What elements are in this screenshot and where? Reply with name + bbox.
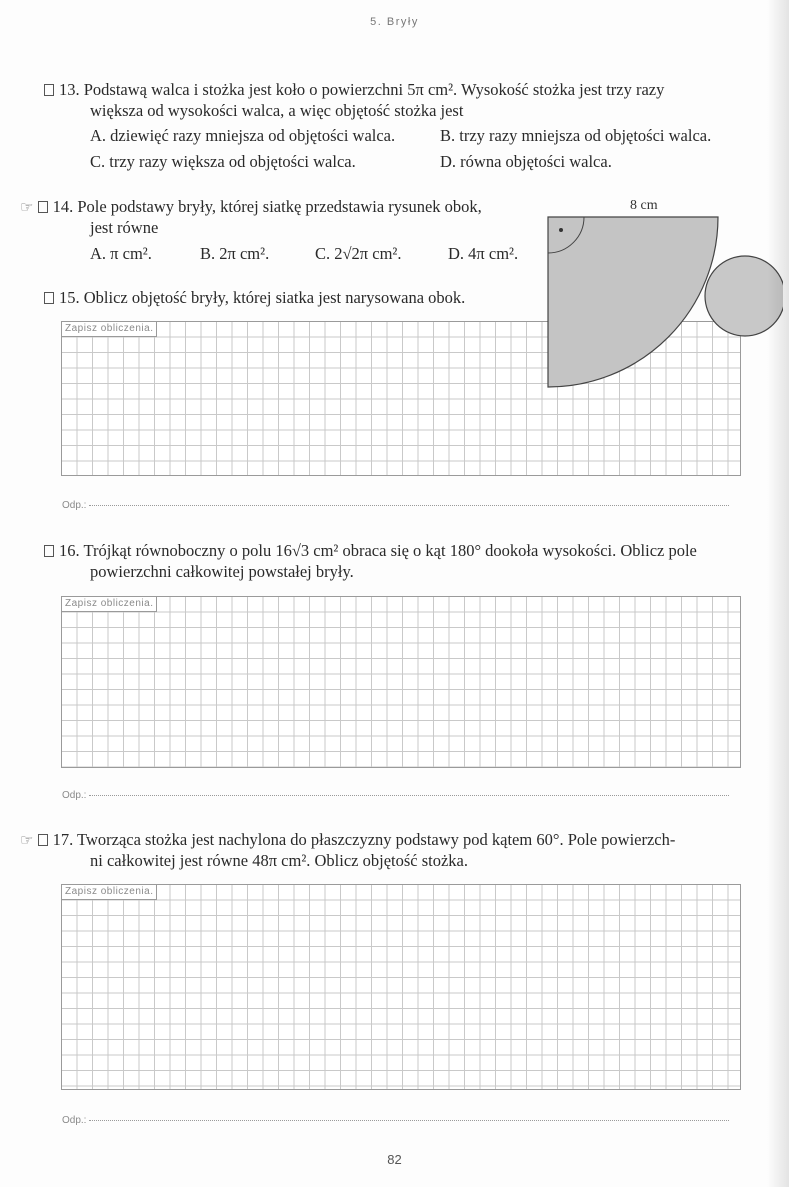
q17-line1 [20, 829, 675, 852]
q15-checkbox[interactable] [44, 292, 54, 304]
right-angle-dot [559, 228, 563, 232]
q17-number: 17. [52, 830, 74, 849]
page-number: 82 [387, 1152, 402, 1167]
q13-text-1: Podstawą walca i stożka jest koło o powierzchni 5π cm². Wysokość stożka jest trzy razy [83, 80, 665, 99]
q13-number: 13. [59, 80, 80, 99]
q17-checkbox[interactable] [38, 834, 48, 846]
grid-3-label: Zapisz obliczenia. [62, 885, 157, 900]
q14-option-b[interactable]: B. 2π cm². [200, 244, 270, 263]
net-figure [543, 193, 783, 393]
q16-answer-label: Odp.: [62, 790, 87, 801]
q17-answer-label: Odp.: [62, 1115, 87, 1126]
q16-text-1: Trójkąt równoboczny o polu 16√3 cm² obraca się o kąt 180° dookoła wysokości. Oblicz pole [83, 541, 697, 560]
q14-text-1: Pole podstawy bryły, której siatkę przedstawia rysunek obok, [77, 197, 482, 216]
q16-text-2: powierzchni całkowitej powstałej bryły. [90, 562, 354, 581]
q14-option-c[interactable]: C. 2√2π cm². [315, 244, 402, 263]
hand-pointer-icon: ☞ [20, 833, 34, 849]
q13-option-d[interactable]: D. równa objętości walca. [440, 152, 612, 171]
hand-pointer-icon: ☞ [20, 200, 34, 216]
q13-option-c[interactable]: C. trzy razy większa od objętości walca. [90, 152, 356, 171]
q15-answer-label: Odp.: [62, 500, 87, 511]
q13-line1 [44, 79, 664, 100]
q13-text-2: większa od wysokości walca, a więc objętość stożka jest [90, 101, 464, 120]
figure-dimension-label: 8 cm [630, 198, 658, 213]
q17-answer-dots [89, 1120, 729, 1121]
grid-2-label: Zapisz obliczenia. [62, 597, 157, 612]
page-header: 5. Bryły [370, 16, 419, 28]
q14-checkbox[interactable] [38, 201, 48, 213]
grid-1-label: Zapisz obliczenia. [62, 322, 157, 337]
q16-answer-line[interactable] [62, 790, 742, 801]
q15-answer-line[interactable] [62, 500, 742, 511]
q14-option-d[interactable]: D. 4π cm². [448, 244, 519, 263]
q16-checkbox[interactable] [44, 545, 54, 557]
calculation-grid-2[interactable] [61, 596, 741, 768]
q17-answer-line[interactable] [62, 1115, 742, 1126]
q16-answer-dots [89, 795, 729, 796]
q15-line [44, 287, 465, 308]
q14-line1 [20, 196, 482, 219]
calculation-grid-3[interactable] [61, 884, 741, 1090]
q14-text-2: jest równe [90, 218, 159, 237]
q15-text: Oblicz objętość bryły, której siatka jest narysowana obok. [83, 288, 466, 307]
q14-option-a[interactable]: A. π cm². [90, 244, 152, 263]
page-edge-shadow [767, 0, 789, 1187]
q16-line1 [44, 540, 697, 561]
q15-number: 15. [59, 288, 80, 307]
q14-number: 14. [52, 197, 74, 216]
q13-checkbox[interactable] [44, 84, 54, 96]
q16-number: 16. [59, 541, 80, 560]
q17-text-1: Tworząca stożka jest nachylona do płaszczyzny podstawy pod kątem 60°. Pole powierzch- [77, 830, 676, 849]
q13-option-b[interactable]: B. trzy razy mniejsza od objętości walca. [440, 126, 712, 145]
q13-option-a[interactable]: A. dziewięć razy mniejsza od objętości walca. [90, 126, 396, 145]
q17-text-2: ni całkowitej jest równe 48π cm². Oblicz objętość stożka. [90, 851, 469, 870]
q15-answer-dots [89, 505, 729, 506]
